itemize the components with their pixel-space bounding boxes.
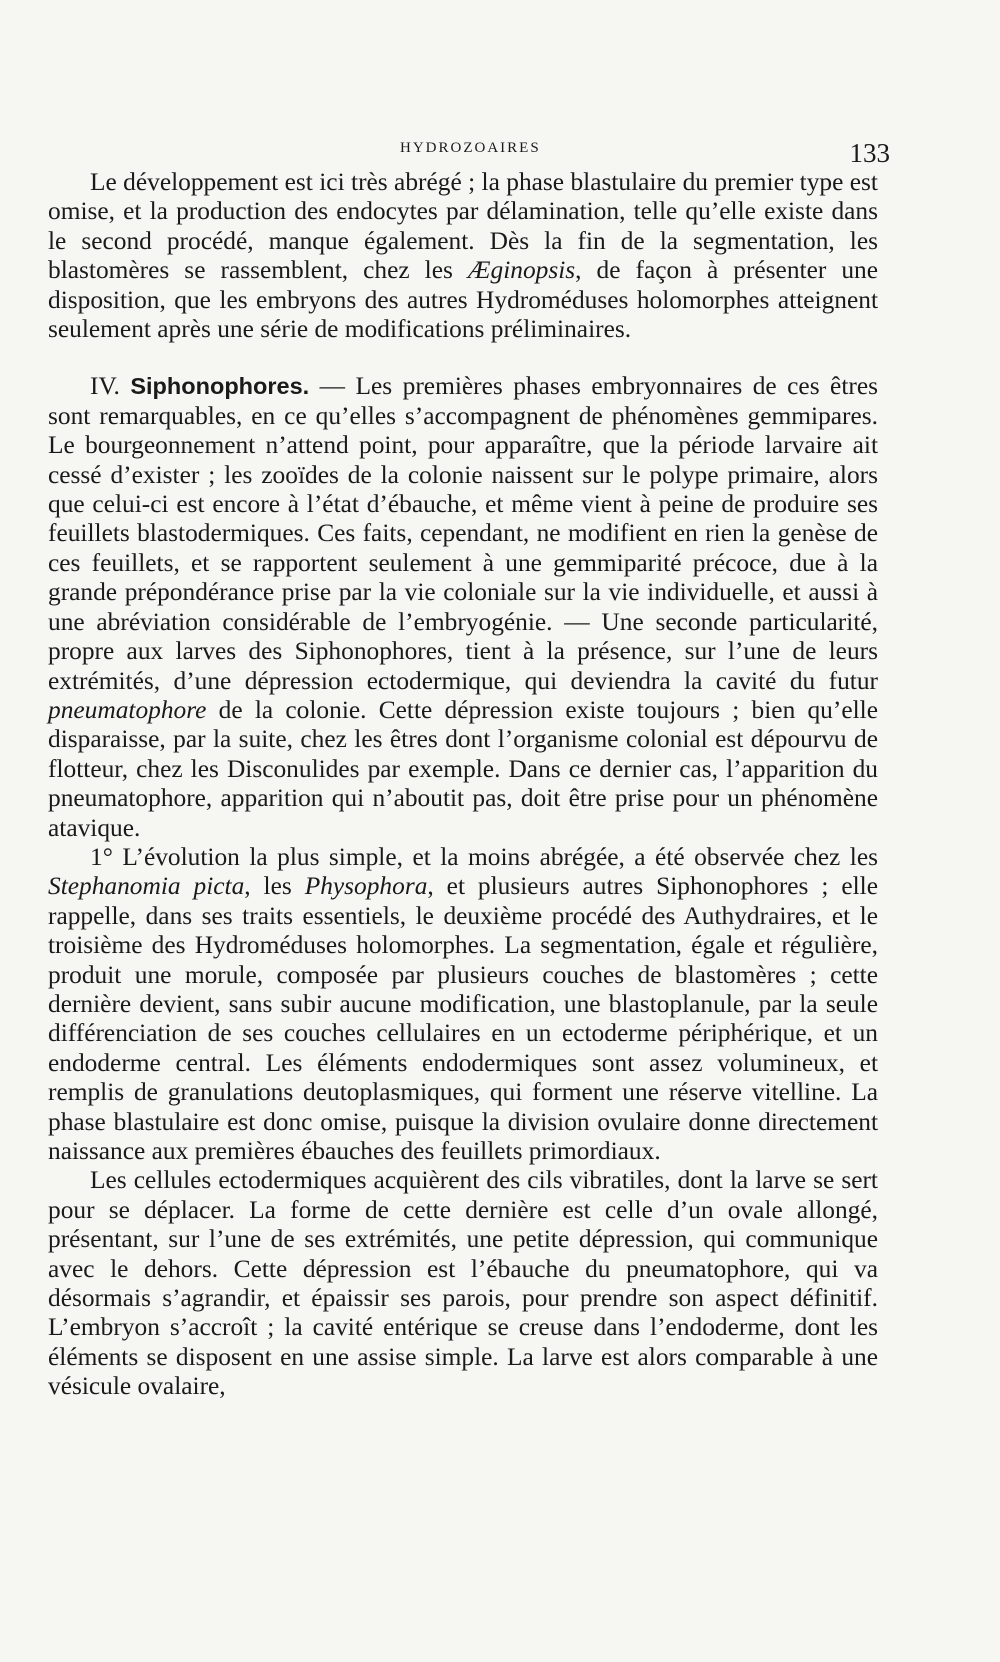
text-run: — Les premières phases embryonnaires de ces êtres sont remarquables, en ce qu’elles s’accompagnent de phénomènes gemmipares. Le bourgeonnement n’attend point, pour apparaître, que la période larvaire ait cessé d’exister ; les zooïdes de la colonie naissent sur le polype primaire, alors que celui-ci est encore à l’état d’ébauche, et même vient à peine de produire ses feuillets blastodermiques. Ces faits, cependant, ne modifient en rien la genèse de ces feuillets, et se rapportent seulement à une gemmiparité précoce, due à la grande prépondérance prise par la vie coloniale sur la vie individuelle, et aussi à une abréviation considérable de l’embryogénie. — Une seconde particularité, propre aux larves des Siphonophores, tient à la présence, sur l’une de leurs extrémités, d’une dépression ectodermique, qui deviendra la cavité du futur (48, 372, 878, 695)
paragraph-1 (48, 168, 878, 344)
paragraph-2 (48, 372, 878, 843)
body-text (48, 168, 878, 1402)
page-number: 133 (849, 138, 890, 168)
text-run: de la colonie. Cette dépression existe toujours ; bien qu’elle disparaisse, par la suite, chez les êtres dont l’organisme colonial est dépourvu de flotteur, chez les Disconulides par exemple. Dans ce dernier cas, l’apparition du pneumatophore, apparition qui n’aboutit pas, doit être prise pour un phénomène atavique. (48, 695, 878, 842)
text-run: , les (244, 872, 305, 901)
italic-term: Physophora (304, 872, 428, 901)
paragraph-4 (48, 1166, 878, 1401)
italic-term: pneumatophore (48, 695, 207, 724)
paragraph-3 (48, 843, 878, 1166)
text-run: Les cellules ectodermiques acquièrent des cils vibratiles, dont la larve se sert pour se déplacer. La forme de cette dernière est celle d’un ovale allongé, présentant, sur l’une de ses extrémités, une petite dépression, qui communique avec le dehors. Cette dépression est l’ébauche du pneumatophore, qui va désormais s’agrandir, et épaissir ses parois, pour prendre son aspect définitif. L’embryon s’accroît ; la cavité entérique se creuse dans l’endoderme, dont les éléments se disposent en une assise simple. La larve est alors comparable à une vésicule ovalaire, (48, 1166, 878, 1401)
italic-term: Stephanomia picta (48, 872, 245, 901)
section-number: IV. (90, 372, 120, 401)
section-title: Siphonophores. (130, 373, 310, 400)
text-run: , de façon à présenter une disposition, que les embryons des autres Hydroméduses holomorphes atteignent seulement après une série de modifications préliminaires. (48, 256, 878, 344)
italic-term: Æginopsis (467, 256, 576, 285)
text-run: 1° L’évolution la plus simple, et la moins abrégée, a été observée chez les (90, 842, 878, 871)
text-run: , et plusieurs autres Siphonophores ; elle rappelle, dans ses traits essentiels, le deuxième procédé des Authydraires, et le troisième des Hydroméduses holomorphes. La segmentation, égale et régulière, produit une morule, composée par plusieurs couches de blastomères ; cette dernière devient, sans subir aucune modification, une blastoplanule, par la seule différenciation de ses couches cellulaires en un ectoderme périphérique, et un endoderme central. Les éléments endodermiques sont assez volumineux, et remplis de granulations deutoplasmiques, qui forment une réserve vitelline. La phase blastulaire est donc omise, puisque la division ovulaire donne directement naissance aux premières ébauches des feuillets primordiaux. (48, 872, 878, 1165)
running-title: HYDROZOAIRES (400, 140, 541, 156)
text-run: Le développement est ici très abrégé ; la phase blastulaire du premier type est omise, et la production des endocytes par délamination, telle qu’elle existe dans le second procédé, manque également. Dès la fin de la segmentation, les blastomères se rassemblent, chez les (48, 168, 878, 285)
